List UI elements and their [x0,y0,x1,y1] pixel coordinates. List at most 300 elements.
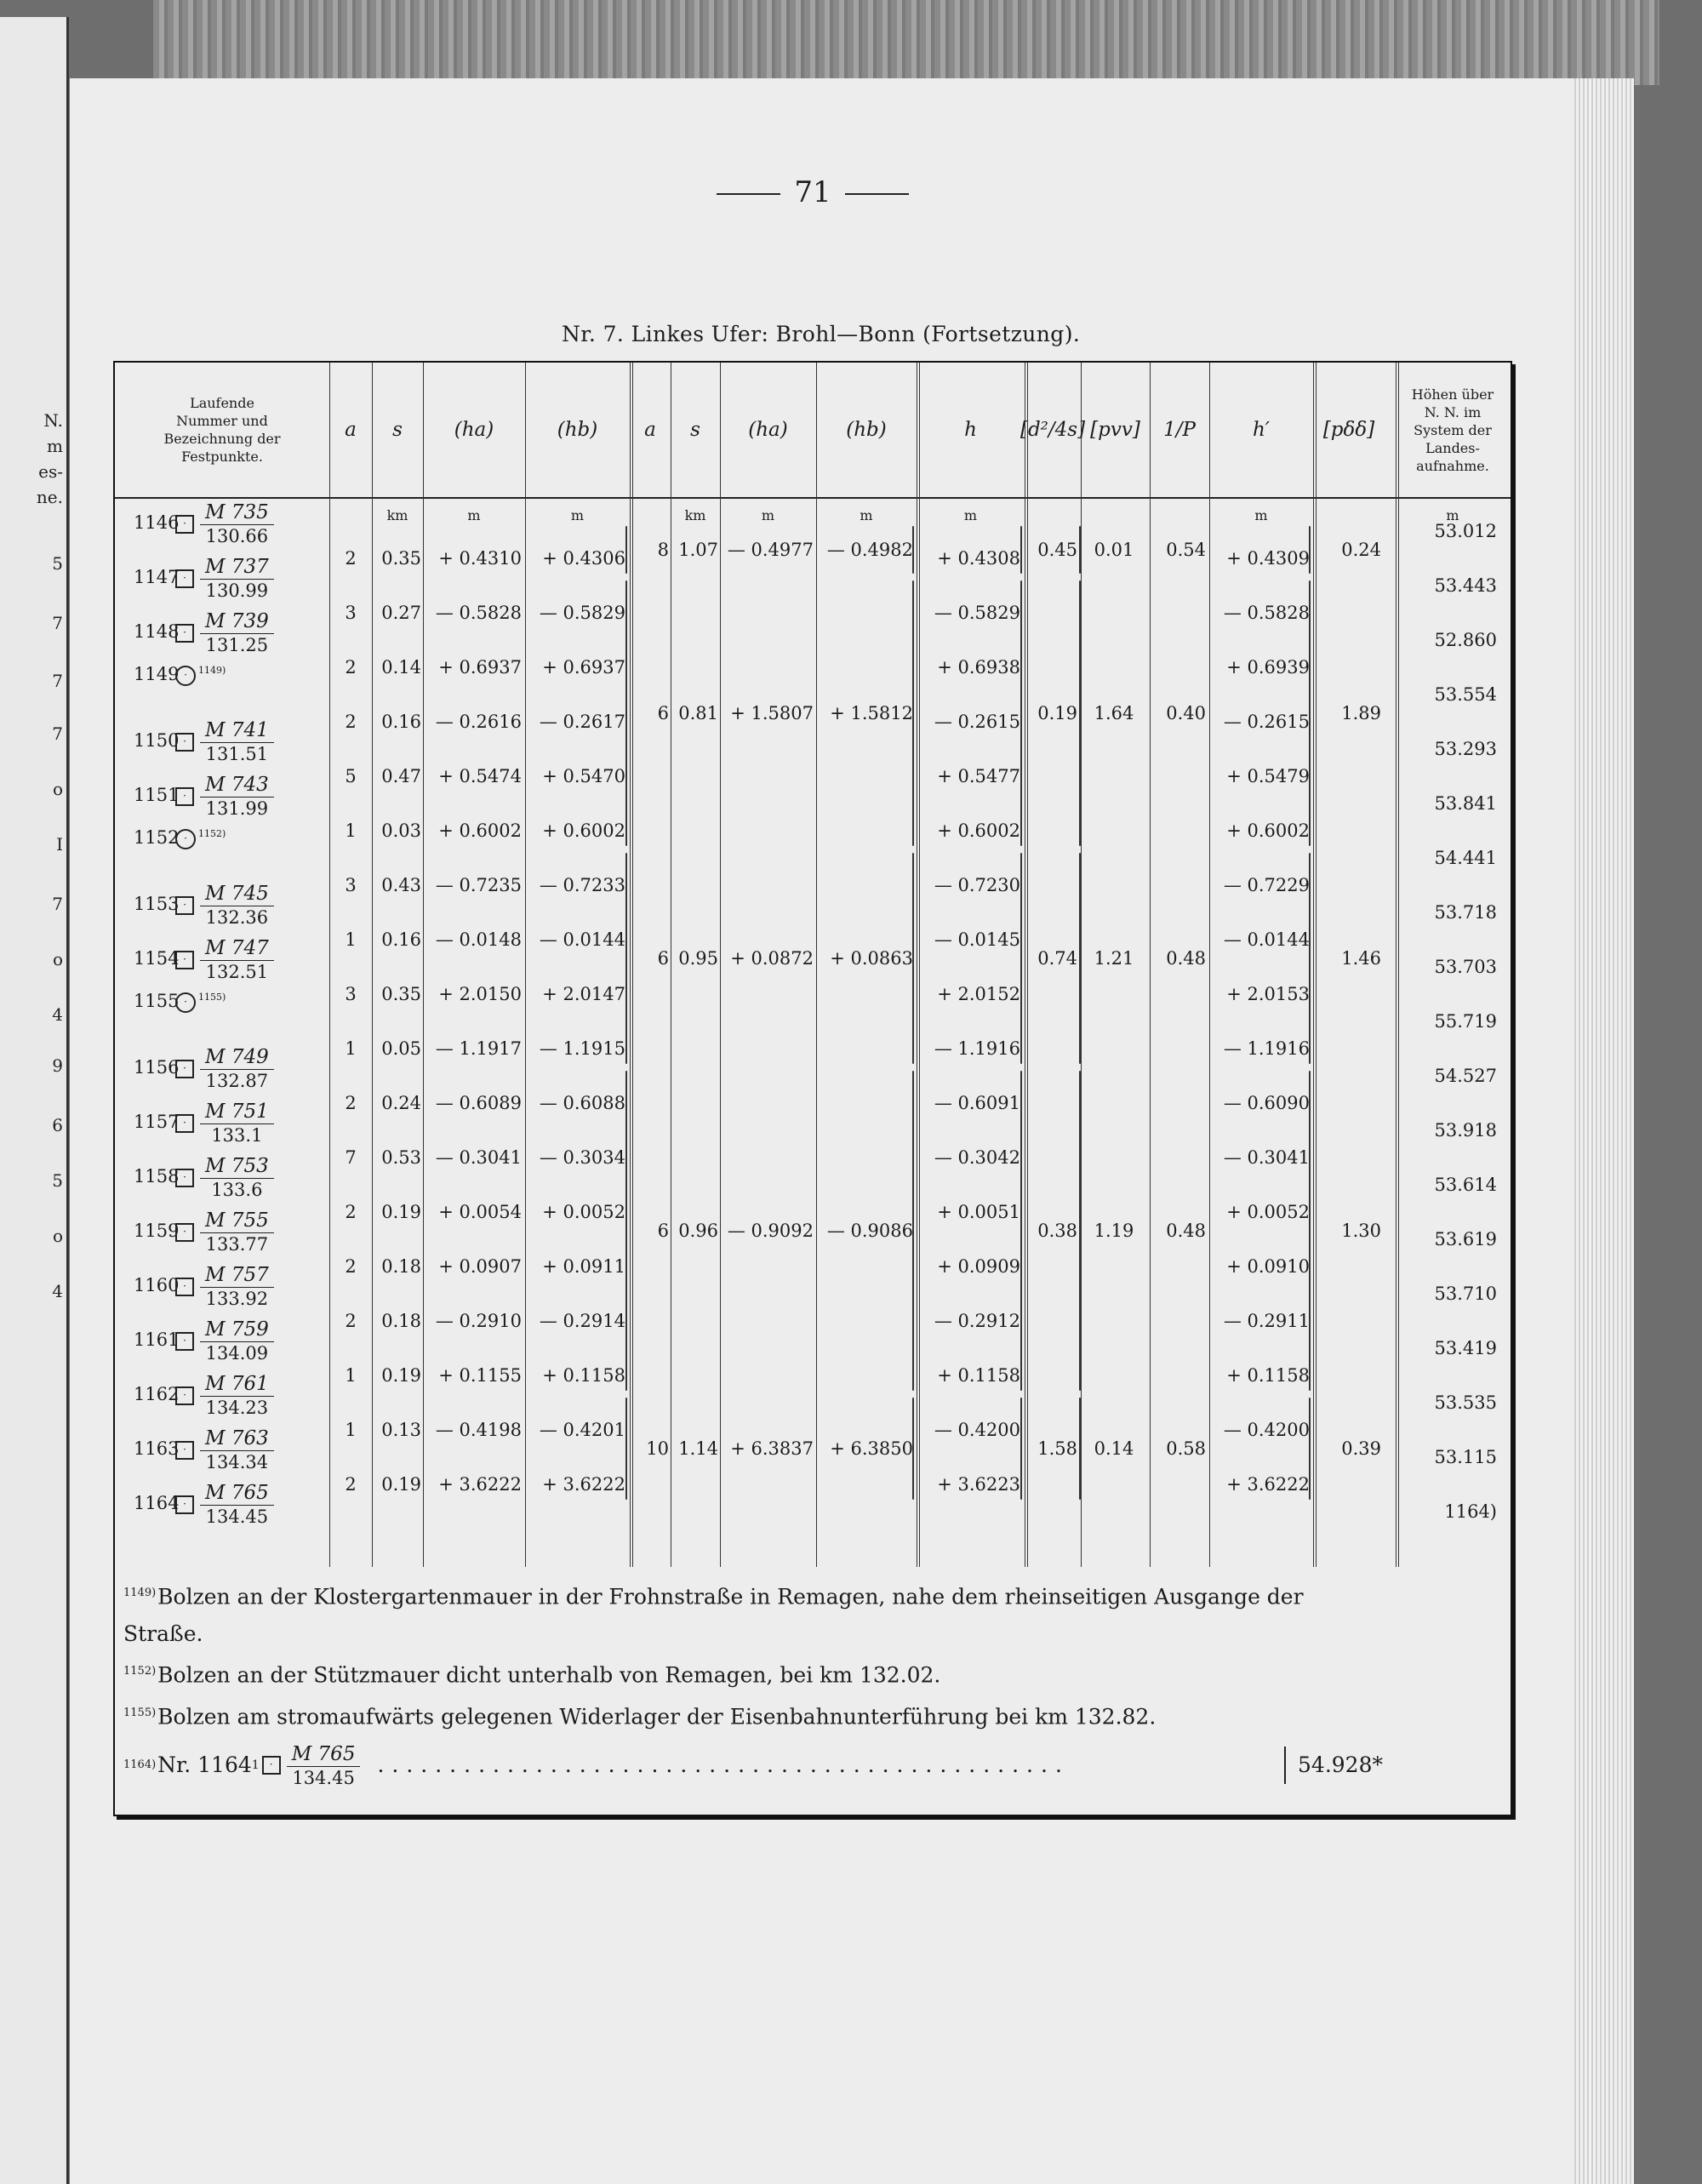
group-s: 1.14 [678,1438,718,1459]
mark-id: M 745 [200,882,274,906]
mark-km: 134.45 [205,1507,269,1527]
mark-fraction [200,1318,274,1364]
section-a: 2 [345,1256,357,1277]
mark-km: 133.6 [211,1180,263,1200]
header-hb1: (hb) [557,419,598,441]
mark-label [134,1045,274,1092]
unit-h: m [963,507,978,523]
section-h: + 0.6938 [937,657,1020,677]
group-ha: — 0.9092 [727,1221,814,1241]
section-a: 2 [345,548,357,569]
mark-fraction [200,718,274,765]
section-hp: — 0.2615 [1223,712,1310,732]
left-fragment: ne. [36,487,63,507]
section-hb: — 1.1915 [539,1038,625,1059]
section-h: + 0.1158 [937,1365,1020,1386]
hoehe-value: 53.703 [1434,957,1497,977]
header-hoehen: Höhen über N. N. im System der Landes-aufnahme. [1411,386,1494,474]
mark-km: 133.1 [211,1125,263,1146]
brace-d2 [1079,1071,1081,1391]
section-hb: + 0.4306 [542,548,625,569]
left-fragment: N. [43,410,63,431]
mark-id: M 743 [200,773,274,798]
section-hp: — 0.7229 [1223,875,1310,895]
section-ha: + 0.6937 [438,657,522,677]
brace-hb2 [912,853,914,1064]
header-s2: s [690,419,700,441]
section-s: 0.43 [381,875,421,895]
mark-label [134,718,274,765]
box-mark-icon: · [175,1386,194,1405]
section-ha: + 0.0907 [438,1256,522,1277]
section-h: — 0.3042 [934,1147,1020,1168]
box-mark-icon: · [175,1114,194,1133]
unit-s2: km [684,507,706,523]
section-a: 3 [345,875,357,895]
header-hb2: (hb) [846,419,887,441]
mark-km: 132.87 [205,1071,269,1091]
left-fragment: I [56,834,63,855]
section-s: 0.14 [381,657,421,677]
section-h: + 0.0909 [937,1256,1020,1277]
mark-km: 131.51 [205,744,269,764]
mark-number: 1147 [134,567,180,587]
group-d2: 0.74 [1037,948,1077,969]
group-pvv: 0.01 [1094,540,1134,560]
brace-h [1020,853,1022,1064]
section-h: + 0.0051 [937,1202,1020,1222]
group-a: 8 [657,540,669,560]
mark-km: 134.34 [205,1452,269,1472]
footnote: $^{1149)}$Bolzen an der Klostergartenmauer in der Frohnstraße in Remagen, nahe dem rheinseitigen Ausgange der Straße. [123,1584,1304,1647]
footnote: $^{1152)}$Bolzen an der Stützmauer dicht unterhalb von Remagen, bei km 132.02. [123,1662,941,1688]
unit-ha1: m [467,507,481,523]
section-s: 0.18 [381,1256,421,1277]
section-hb: — 0.4201 [539,1420,625,1440]
mark-number: 1158 [134,1166,180,1186]
left-fragment: 9 [52,1055,63,1076]
section-s: 0.27 [381,603,421,623]
mark-number: 1159 [134,1221,180,1241]
group-pdd: 1.46 [1341,948,1381,969]
left-fragment: es- [38,461,63,482]
section-h: — 0.6091 [934,1093,1020,1113]
mark-label [134,555,274,602]
left-fragment: 6 [52,1115,63,1135]
section-hb: + 0.0911 [542,1256,625,1277]
hoehe-value: 52.860 [1434,630,1497,650]
mark-id: M 759 [200,1318,274,1342]
section-ha: — 1.1917 [435,1038,522,1059]
section-hp: — 0.2911 [1223,1311,1310,1331]
left-fragment: 7 [52,723,63,744]
group-a: 6 [657,703,669,723]
section-hp: + 0.1158 [1226,1365,1310,1386]
section-hp: — 0.6090 [1223,1093,1310,1113]
mark-id: M 763 [200,1426,274,1451]
section-s: 0.18 [381,1311,421,1331]
header-s1: s [392,419,403,441]
brace-h-prime [1309,1398,1311,1500]
section-hp: — 0.0144 [1223,929,1310,950]
table-header [115,363,1511,499]
section-h: + 0.4308 [937,548,1020,569]
header-ha2: (ha) [748,419,788,441]
section-ha: + 0.5474 [438,766,522,786]
brace-d2 [1079,1398,1081,1500]
group-d2: 1.58 [1037,1438,1077,1459]
table-caption: Nr. 7. Linkes Ufer: Brohl—Bonn (Fortsetzung). [562,322,1081,346]
hoehe-value: 1164) [1444,1501,1497,1522]
group-d2: 0.45 [1037,540,1077,560]
left-fragment: o [52,949,63,969]
section-a: 2 [345,1474,357,1495]
brace-h [1020,1398,1022,1500]
mark-fraction [200,1372,274,1419]
section-s: 0.19 [381,1474,421,1495]
hoehe-value: 53.293 [1434,739,1497,759]
mark-fraction [200,773,274,820]
mark-label [134,991,226,1013]
group-a: 10 [646,1438,669,1459]
section-hb: + 0.1158 [542,1365,625,1386]
section-a: 1 [345,1038,357,1059]
group-ha: — 0.4977 [727,540,814,560]
mark-number: 1146 [134,512,180,533]
mark-number: 1162 [134,1384,180,1404]
section-ha: — 0.4198 [435,1420,522,1440]
group-ha: + 0.0872 [730,948,814,969]
section-s: 0.03 [381,820,421,841]
mark-label [134,1209,274,1255]
box-mark-icon: · [175,1278,194,1296]
section-a: 1 [345,1420,357,1440]
section-h: + 0.6002 [937,820,1020,841]
unit-hoehen: m [1446,507,1459,523]
unit-s1: km [386,507,408,523]
left-fragment: 5 [52,553,63,574]
hoehe-value: 54.527 [1434,1066,1497,1086]
page-number: 71 [634,175,991,209]
group-ha: + 1.5807 [730,703,814,723]
book-top-edge [153,0,1659,85]
mark-fraction [200,609,274,656]
mark-id: M 739 [200,609,274,634]
section-hp: + 0.4309 [1226,548,1310,569]
brace-hb2 [912,526,914,574]
mark-id: M 755 [200,1209,274,1233]
group-hb: + 6.3850 [830,1438,913,1459]
section-hb: — 0.0144 [539,929,625,950]
mark-label [134,1263,274,1310]
hoehe-value: 53.614 [1434,1175,1497,1195]
footnote-ref: 1149) [198,665,226,676]
mark-km: 130.66 [205,526,269,546]
box-mark-icon: · [175,569,194,588]
section-s: 0.35 [381,984,421,1004]
left-fragment: 7 [52,613,63,633]
left-fragment: o [52,1226,63,1246]
mark-label [134,1481,274,1528]
section-h: — 0.2912 [934,1311,1020,1331]
footnote-ref: 1155) [198,992,226,1003]
header-a1: a [345,419,357,441]
section-hp: + 2.0153 [1226,984,1310,1004]
section-hb: + 0.0052 [542,1202,625,1222]
hoehe-value: 53.841 [1434,793,1497,814]
box-mark-icon: · [175,515,194,534]
unit-h-prime: m [1254,507,1268,523]
section-h: — 0.0145 [934,929,1020,950]
hoehe-value: 53.419 [1434,1338,1497,1358]
hoehe-value: 53.535 [1434,1392,1497,1413]
section-ha: + 0.1155 [438,1365,522,1386]
section-hb: + 3.6222 [542,1474,625,1495]
box-mark-icon: · [175,787,194,806]
mark-label [134,1318,274,1364]
section-s: 0.47 [381,766,421,786]
section-ha: + 3.6222 [438,1474,522,1495]
mark-number: 1148 [134,621,180,642]
mark-fraction [200,1481,274,1528]
mark-number: 1152 [134,827,180,848]
brace-h [1020,580,1022,846]
mark-fraction [200,555,274,602]
section-a: 3 [345,603,357,623]
brace-hb1 [625,580,627,846]
hoehe-value: 53.918 [1434,1120,1497,1141]
footnote-1164: 1164) Nr. 1164 1 · $\frac{M 765}{134.45}$ ................................................ 54.928* [123,1742,1383,1788]
section-hb: — 0.2617 [539,712,625,732]
brace-hb2 [912,580,914,846]
section-ha: — 0.0148 [435,929,522,950]
section-a: 2 [345,1202,357,1222]
section-a: 5 [345,766,357,786]
box-mark-icon: · [175,1441,194,1460]
mark-label [134,1154,274,1201]
unit-ha2: m [761,507,775,523]
brace-h [1020,526,1022,574]
mark-id: M 737 [200,555,274,580]
section-hp: — 1.1916 [1223,1038,1310,1059]
mark-number: 1164 [134,1493,180,1513]
mark-label [134,500,274,547]
section-s: 0.05 [381,1038,421,1059]
brace-hb1 [625,1398,627,1500]
mark-label [134,1100,274,1146]
group-pvv: 0.14 [1094,1438,1134,1459]
brace-h-prime [1309,580,1311,846]
mark-id: M 741 [200,718,274,743]
group-s: 0.81 [678,703,718,723]
box-mark-icon: · [262,1756,281,1775]
mark-km: 132.36 [205,907,269,928]
section-a: 1 [345,929,357,950]
section-h: — 0.4200 [934,1420,1020,1440]
hoehe-value: 53.554 [1434,684,1497,705]
header-d2-4s: [d²/4s] [1019,419,1086,441]
group-invP: 0.48 [1166,948,1206,969]
section-ha: — 0.5828 [435,603,522,623]
section-s: 0.24 [381,1093,421,1113]
circle-mark-icon: · [175,829,196,849]
section-hb: — 0.7233 [539,875,625,895]
adjacent-page-edge [0,17,69,2184]
group-d2: 0.19 [1037,703,1077,723]
mark-number: 1153 [134,894,180,914]
box-mark-icon: · [175,733,194,752]
group-pdd: 1.30 [1341,1221,1381,1241]
hoehe-value: 53.443 [1434,575,1497,596]
mark-number: 1155 [134,991,180,1011]
group-invP: 0.54 [1166,540,1206,560]
left-fragment: 7 [52,894,63,914]
mark-fraction [200,936,274,983]
group-invP: 0.58 [1166,1438,1206,1459]
hoehe-value: 53.115 [1434,1447,1497,1467]
header-pdd: [pδδ] [1322,419,1375,441]
group-d2: 0.38 [1037,1221,1077,1241]
mark-km: 134.09 [205,1343,269,1364]
unit-hb1: m [570,507,585,523]
group-pdd: 1.89 [1341,703,1381,723]
mark-fraction [200,1100,274,1146]
mark-km: 134.23 [205,1398,269,1418]
section-h: + 3.6223 [937,1474,1020,1495]
brace-hb1 [625,853,627,1064]
section-h: + 0.5477 [937,766,1020,786]
box-mark-icon: · [175,1060,194,1078]
mark-fraction [200,1045,274,1092]
mark-id: M 757 [200,1263,274,1288]
section-ha: — 0.7235 [435,875,522,895]
mark-label [134,773,274,820]
section-ha: — 0.2910 [435,1311,522,1331]
section-hb: + 2.0147 [542,984,625,1004]
brace-d2 [1079,526,1081,574]
section-hb: — 0.2914 [539,1311,625,1331]
section-ha: + 0.6002 [438,820,522,841]
section-hb: + 0.6002 [542,820,625,841]
mark-label [134,936,274,983]
mark-number: 1160 [134,1275,180,1295]
mark-label [134,827,226,849]
section-hb: — 0.3034 [539,1147,625,1168]
group-pvv: 1.19 [1094,1221,1134,1241]
group-s: 0.96 [678,1221,718,1241]
mark-number: 1157 [134,1112,180,1132]
footnotes [123,1575,1383,1789]
header-ha1: (ha) [454,419,494,441]
section-hp: + 3.6222 [1226,1474,1310,1495]
mark-km: 131.25 [205,635,269,655]
mark-km: 132.51 [205,962,269,982]
section-ha: + 2.0150 [438,984,522,1004]
circle-mark-icon: · [175,666,196,686]
section-a: 2 [345,1093,357,1113]
section-hp: — 0.3041 [1223,1147,1310,1168]
brace-hb1 [625,526,627,574]
mark-km: 133.92 [205,1289,269,1309]
section-ha: — 0.2616 [435,712,522,732]
left-fragment: o [52,779,63,799]
group-pvv: 1.21 [1094,948,1134,969]
group-s: 0.95 [678,948,718,969]
header-a2: a [644,419,656,441]
brace-d2 [1079,580,1081,846]
brace-h-prime [1309,1071,1311,1391]
mark-label [134,882,274,929]
mark-number: 1150 [134,730,180,751]
hoehe-value: 55.719 [1434,1011,1497,1032]
box-mark-icon: · [175,624,194,643]
mark-fraction: $\frac{M 765}{134.45}$ [287,1742,361,1789]
left-fragment: 5 [52,1170,63,1191]
section-a: 7 [345,1147,357,1168]
group-s: 1.07 [678,540,718,560]
section-a: 1 [345,820,357,841]
section-s: 0.19 [381,1202,421,1222]
box-mark-icon: · [175,1495,194,1514]
brace-hb2 [912,1071,914,1391]
mark-fraction [200,882,274,929]
section-hp: + 0.5479 [1226,766,1310,786]
section-ha: — 0.6089 [435,1093,522,1113]
section-s: 0.19 [381,1365,421,1386]
mark-label [134,609,274,656]
section-s: 0.53 [381,1147,421,1168]
section-hp: — 0.4200 [1223,1420,1310,1440]
section-s: 0.13 [381,1420,421,1440]
mark-label [134,664,226,686]
section-s: 0.16 [381,712,421,732]
box-mark-icon: · [175,1223,194,1242]
section-ha: + 0.4310 [438,548,522,569]
mark-fraction [200,1154,274,1201]
section-h: — 0.5829 [934,603,1020,623]
circle-mark-icon: · [175,992,196,1013]
section-hp: + 0.6002 [1226,820,1310,841]
left-fragment: 4 [52,1004,63,1025]
brace-hb2 [912,1398,914,1500]
box-mark-icon: · [175,896,194,915]
section-ha: — 0.3041 [435,1147,522,1168]
mark-km: 131.99 [205,798,269,819]
section-hp: + 0.0910 [1226,1256,1310,1277]
group-hb: + 1.5812 [830,703,913,723]
mark-id: M 735 [200,500,274,525]
group-invP: 0.40 [1166,703,1206,723]
mark-id: M 751 [200,1100,274,1124]
page-stack-edge [1574,78,1634,2184]
mark-fraction [200,1426,274,1473]
brace-h-prime [1309,853,1311,1064]
mark-number: 1151 [134,785,180,805]
mark-km: 130.99 [205,580,269,601]
mark-fraction [200,500,274,547]
group-hb: — 0.9086 [826,1221,913,1241]
mark-number: 1163 [134,1438,180,1459]
section-s: 0.16 [381,929,421,950]
mark-id: M 765 [200,1481,274,1506]
mark-number: 1149 [134,664,180,684]
group-hb: — 0.4982 [826,540,913,560]
mark-label [134,1372,274,1419]
mark-id: M 753 [200,1154,274,1179]
group-pdd: 0.24 [1341,540,1381,560]
section-s: 0.35 [381,548,421,569]
section-hb: + 0.5470 [542,766,625,786]
